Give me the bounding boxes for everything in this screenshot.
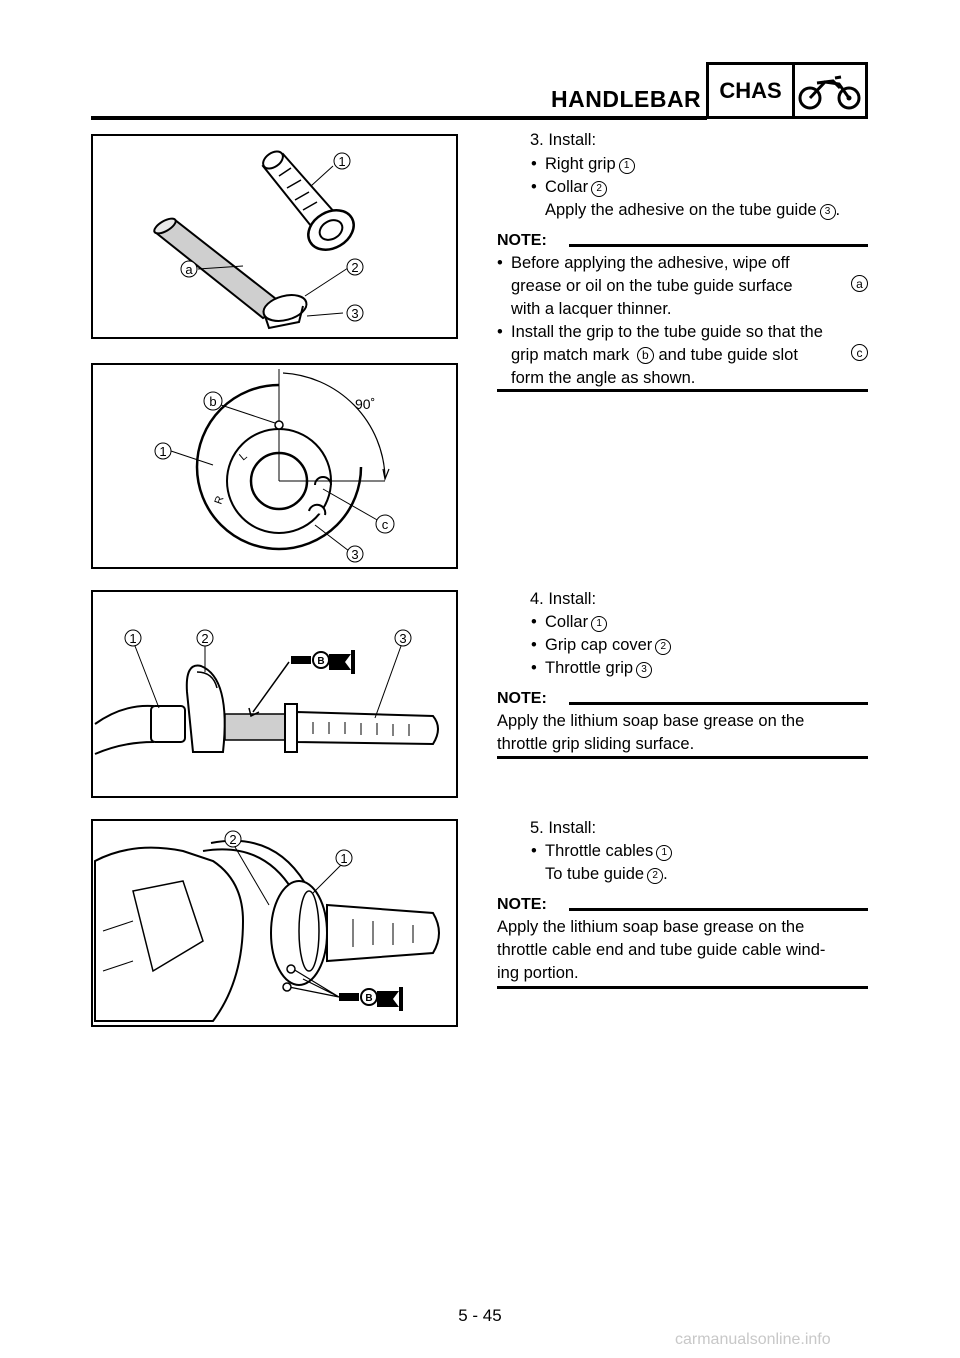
note-text: and tube guide slot	[658, 346, 798, 364]
fig4-label-1: 1	[340, 851, 348, 866]
watermark: carmanualsonline.info	[675, 1331, 831, 1348]
step4-item-collar: • Collar 1	[531, 611, 607, 634]
step4-item-throttle-grip: • Throttle grip 3	[531, 657, 652, 680]
ref-marker: 1	[656, 845, 672, 861]
step4-item-text: Collar	[545, 613, 589, 631]
note-text: form the angle as shown.	[511, 369, 696, 387]
step3-item-collar: • Collar 2	[531, 176, 607, 199]
fig4-grease-symbol	[339, 987, 403, 1011]
note-text: Install the grip to the tube guide so that the	[511, 323, 823, 341]
figure-grip-collar	[91, 134, 458, 339]
header-rule	[91, 116, 707, 120]
step4-note	[497, 710, 868, 756]
step5-sub-instruction	[545, 863, 668, 886]
step4-item-text: Grip cap cover	[545, 636, 653, 654]
note-text: grease or oil on the tube guide surface	[511, 277, 793, 295]
fig2-label-3: 3	[351, 547, 359, 562]
fig2-label-1: 1	[159, 444, 167, 459]
figure-grip-angle	[91, 363, 458, 569]
step4-note-end-rule	[497, 756, 868, 759]
step5-item-throttle-cables: • Throttle cables 1	[531, 840, 672, 863]
fig4-label-2: 2	[229, 832, 237, 847]
step3-item-text: Right grip	[545, 155, 616, 173]
ref-marker: c	[851, 344, 868, 361]
fig2-label-c: c	[381, 517, 389, 532]
step5-note-rule	[569, 908, 868, 911]
step5-heading: 5. Install:	[530, 819, 597, 837]
fig3-grease-label: B	[317, 656, 325, 667]
note-text: grip match mark	[511, 346, 630, 364]
step3-note-rule	[569, 244, 868, 247]
note-text: Apply the lithium soap base grease on the	[497, 918, 805, 936]
fig2-mark-r: R	[212, 494, 227, 507]
fig1-label-1: 1	[338, 154, 346, 169]
note-text: Apply the lithium soap base grease on the	[497, 712, 805, 730]
note-text: throttle cable end and tube guide cable wind-	[497, 941, 826, 959]
figure-throttle-grip	[91, 590, 458, 798]
step3-item-text: Collar	[545, 178, 589, 196]
note-text: Before applying the adhesive, wipe off	[511, 254, 790, 272]
ref-marker: 3	[636, 662, 652, 678]
step5-note	[497, 916, 868, 985]
note-text: throttle grip sliding surface.	[497, 735, 695, 753]
fig3-grease-symbol	[291, 650, 355, 674]
page-title: HANDLEBAR	[551, 86, 702, 112]
section-badge	[706, 62, 868, 119]
fig2-label-b: b	[209, 394, 217, 409]
ref-marker: 2	[647, 868, 663, 884]
step5-sub-text: To tube guide	[545, 865, 645, 883]
step5-sub-end: .	[663, 865, 668, 883]
fig1-label-3: 3	[351, 306, 359, 321]
fig3-label-3: 3	[399, 631, 407, 646]
fig3-label-1: 1	[129, 631, 137, 646]
step4-note-rule	[569, 702, 868, 705]
step3-sub-instruction	[545, 199, 840, 222]
figure-throttle-cables	[91, 819, 458, 1027]
step3-heading: 3. Install:	[530, 131, 597, 149]
fig1-label-2: 2	[351, 260, 359, 275]
ref-marker: b	[637, 347, 654, 364]
fig2-angle: 90˚	[355, 396, 376, 412]
step4-heading: 4. Install:	[530, 590, 597, 608]
ref-marker: 2	[591, 181, 607, 197]
note-text: ing portion.	[497, 964, 579, 982]
step4-item-grip-cap-cover: • Grip cap cover 2	[531, 634, 671, 657]
step3-note-1: • Before applying the adhesive, wipe off grease or oil on the tube guide surface a with a lacquer thinner.	[497, 252, 868, 321]
fig1-label-a: a	[185, 262, 193, 277]
fig3-label-2: 2	[201, 631, 209, 646]
ref-marker: 2	[655, 639, 671, 655]
page-number: 5 - 45	[458, 1306, 502, 1325]
step3-note-2: • Install the grip to the tube guide so that the grip match mark b and tube guide slot c form the angle as shown.	[497, 321, 868, 390]
step4-item-text: Throttle grip	[545, 659, 634, 677]
section-badge-label: CHAS	[709, 65, 795, 116]
ref-marker: 1	[591, 616, 607, 632]
step3-sub-text: Apply the adhesive on the tube guide	[545, 201, 817, 219]
step5-note-end-rule	[497, 986, 868, 989]
step3-note-label: NOTE:	[497, 232, 547, 249]
step3-item-right-grip: • Right grip 1	[531, 153, 635, 176]
fig2-mark-l: L	[237, 450, 250, 464]
ref-marker: a	[851, 275, 868, 292]
fig4-grease-label: B	[365, 993, 373, 1004]
step3-note-end-rule	[497, 389, 868, 392]
step4-note-label: NOTE:	[497, 690, 547, 707]
step5-note-label: NOTE:	[497, 896, 547, 913]
step3-sub-end: .	[835, 201, 841, 219]
ref-marker: 1	[619, 158, 635, 174]
note-text: with a lacquer thinner.	[511, 300, 672, 318]
ref-marker: 3	[820, 204, 836, 220]
step5-item-text: Throttle cables	[545, 842, 654, 860]
motorcycle-icon	[795, 65, 865, 116]
